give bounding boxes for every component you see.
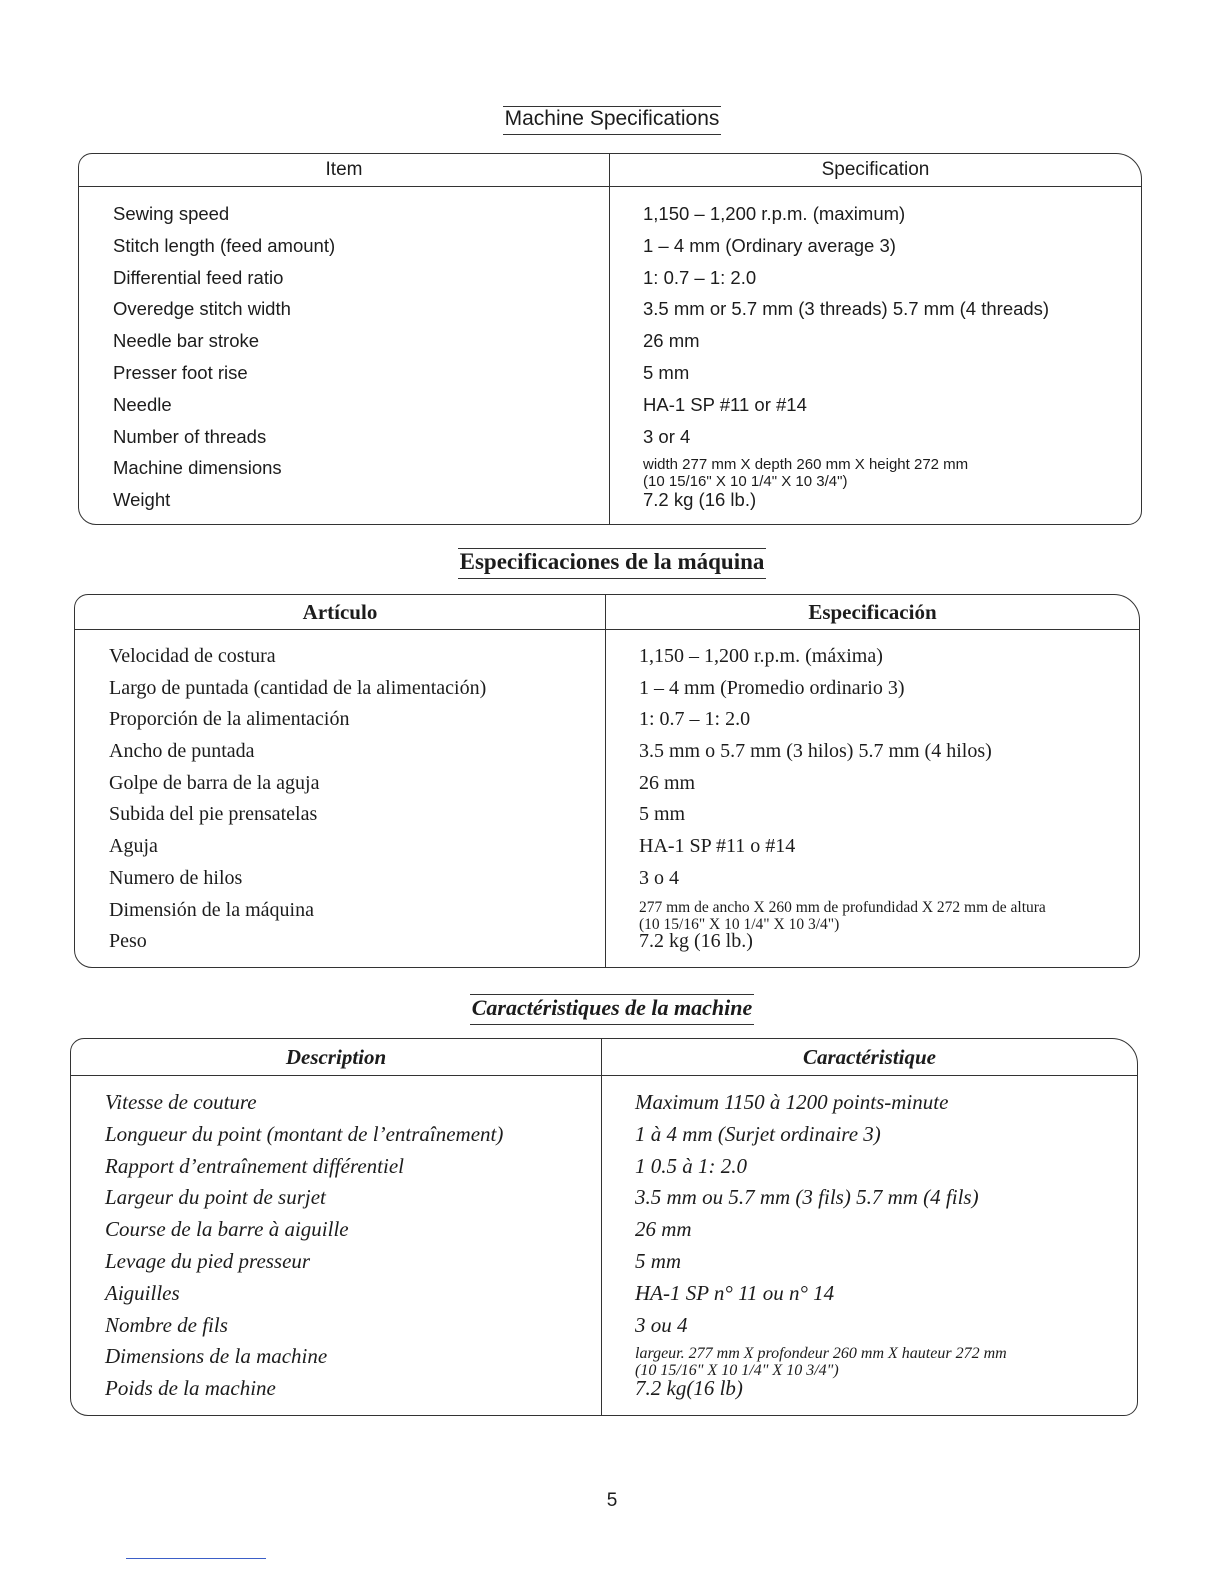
spec-row: 1 – 4 mm (Promedio ordinario 3) xyxy=(639,676,905,699)
dimensions-line-2: (10 15/16" X 10 1/4" X 10 3/4") xyxy=(635,1362,839,1380)
spec-row: 1: 0.7 – 1: 2.0 xyxy=(643,266,757,288)
item-row: Nombre de fils xyxy=(105,1312,228,1337)
spec-row: Maximum 1150 à 1200 points-minute xyxy=(635,1090,949,1114)
header-item: Description xyxy=(285,1045,387,1069)
spec-row: 1 – 4 mm (Ordinary average 3) xyxy=(643,234,896,256)
item-row: Presser foot rise xyxy=(113,361,248,383)
spec-row: 1,150 – 1,200 r.p.m. (máxima) xyxy=(639,645,883,667)
spec-row: 5 mm xyxy=(643,361,690,383)
item-row: Golpe de barra de la aguja xyxy=(109,771,320,794)
weight-row: 7.2 kg (16 lb.) xyxy=(643,489,757,511)
item-row: Weight xyxy=(113,489,171,511)
item-row: Needle xyxy=(113,393,172,415)
spec-row: 3 ou 4 xyxy=(635,1312,688,1337)
spec-row: HA-1 SP #11 o #14 xyxy=(639,835,796,858)
item-row: Vitesse de couture xyxy=(105,1090,257,1114)
item-row: Number of threads xyxy=(113,425,267,447)
spec-row: 3 or 4 xyxy=(643,425,691,447)
spec-table-english xyxy=(78,153,1142,525)
spec-row: 26 mm xyxy=(643,330,700,352)
section-title-french: Caractéristiques de la machine xyxy=(0,994,1224,1025)
header-spec: Caractéristique xyxy=(802,1045,936,1069)
item-row: Peso xyxy=(109,930,147,953)
section-title-english: Machine Specifications xyxy=(0,106,1224,135)
item-row: Largeur du point de surjet xyxy=(105,1185,326,1210)
item-row: Rapport d’entraînement différentiel xyxy=(105,1153,404,1178)
spec-row: 5 mm xyxy=(639,803,686,826)
item-row: Levage du pied presseur xyxy=(105,1248,311,1273)
item-row: Velocidad de costura xyxy=(109,645,276,667)
item-row: Overedge stitch width xyxy=(113,298,291,320)
item-list xyxy=(113,198,335,516)
weight-row: 7.2 kg (16 lb.) xyxy=(639,930,753,953)
spec-row: HA-1 SP n° 11 ou n° 14 xyxy=(635,1280,835,1305)
item-list xyxy=(105,1087,503,1405)
page-number: 5 xyxy=(606,1490,618,1511)
item-row: Longueur du point (montant de l’entraînement) xyxy=(105,1121,504,1146)
spec-list xyxy=(635,1087,1129,1405)
spec-row: 1,150 – 1,200 r.p.m. (maximum) xyxy=(643,203,906,224)
dimensions-row xyxy=(639,895,1131,933)
item-row: Subida del pie prensatelas xyxy=(109,803,318,826)
weight-row: 7.2 kg(16 lb) xyxy=(635,1376,743,1401)
item-row: Dimensions de la machine xyxy=(105,1344,328,1369)
spec-row: 3.5 mm or 5.7 mm (3 threads) 5.7 mm (4 threads) xyxy=(643,298,1050,320)
column-divider xyxy=(601,1039,602,1415)
item-row: Sewing speed xyxy=(113,203,230,224)
item-row: Largo de puntada (cantidad de la alimentación) xyxy=(109,676,487,699)
dimensions-line-1: width 277 mm X depth 260 mm X height 272 mm xyxy=(643,456,969,474)
header-spec: Especificación xyxy=(808,600,937,624)
dimensions-line-1: largeur. 277 mm X profondeur 260 mm X hauteur 272 mm xyxy=(635,1345,1007,1363)
item-row: Ancho de puntada xyxy=(109,740,255,763)
item-row: Needle bar stroke xyxy=(113,330,260,352)
spec-row: 26 mm xyxy=(635,1217,692,1242)
column-divider xyxy=(609,154,610,524)
dimensions-line-2: (10 15/16" X 10 1/4" X 10 3/4") xyxy=(643,473,848,491)
item-row: Aiguilles xyxy=(105,1280,180,1305)
header-item: Artículo xyxy=(302,600,378,624)
spec-row: 3 o 4 xyxy=(639,866,679,889)
item-row: Stitch length (feed amount) xyxy=(113,234,336,256)
section-title-spanish: Especificaciones de la máquina xyxy=(0,548,1224,579)
header-item: Item xyxy=(325,159,363,180)
spec-row: 5 mm xyxy=(635,1248,682,1273)
item-row: Poids de la machine xyxy=(105,1376,276,1401)
spec-row: 26 mm xyxy=(639,771,696,794)
dimensions-line-2: (10 15/16" X 10 1/4" X 10 3/4") xyxy=(639,915,840,933)
dimensions-row xyxy=(643,452,1133,491)
spec-table-french xyxy=(70,1038,1138,1416)
column-divider xyxy=(605,595,606,967)
header-spec: Specification xyxy=(821,159,930,180)
item-row: Differential feed ratio xyxy=(113,266,284,288)
spec-row: 1: 0.7 – 1: 2.0 xyxy=(639,708,751,731)
spec-row: 3.5 mm o 5.7 mm (3 hilos) 5.7 mm (4 hilos) xyxy=(639,740,992,763)
spec-row: 3.5 mm ou 5.7 mm (3 fils) 5.7 mm (4 fils) xyxy=(635,1185,979,1210)
dimensions-row xyxy=(635,1341,1129,1380)
spec-list xyxy=(643,198,1133,516)
item-list xyxy=(109,641,486,958)
item-row: Machine dimensions xyxy=(113,457,282,479)
item-row: Course de la barre à aiguille xyxy=(105,1217,349,1242)
dimensions-line-1: 277 mm de ancho X 260 mm de profundidad X 272 mm de altura xyxy=(639,898,1046,916)
spec-list xyxy=(639,641,1131,958)
spec-table-spanish xyxy=(74,594,1140,968)
spec-row: HA-1 SP #11 or #14 xyxy=(643,393,807,415)
item-row: Dimensión de la máquina xyxy=(109,898,314,921)
item-row: Proporción de la alimentación xyxy=(109,708,350,731)
spec-row: 1 à 4 mm (Surjet ordinaire 3) xyxy=(635,1121,881,1146)
spec-row: 1 0.5 à 1: 2.0 xyxy=(635,1153,747,1178)
item-row: Numero de hilos xyxy=(109,866,243,889)
item-row: Aguja xyxy=(109,835,158,858)
footer-rule xyxy=(126,1558,266,1559)
